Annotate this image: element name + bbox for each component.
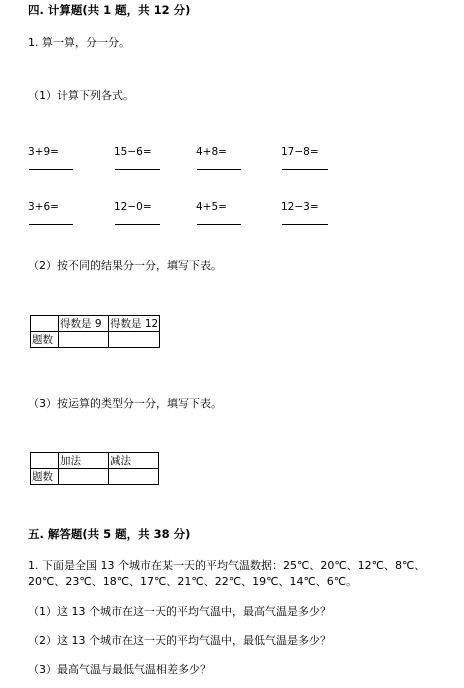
table-cell-input[interactable] — [59, 332, 109, 348]
operation-table — [30, 452, 159, 485]
question-1-line2: 20℃、23℃、18℃、17℃、21℃、22℃、19℃、14℃、6℃。 — [28, 575, 358, 588]
question-1-line1: 1. 下面是全国 13 个城市在某一天的平均气温数据：25℃、20℃、12℃、8℃、 — [28, 559, 426, 572]
calc-item — [114, 201, 160, 228]
table-cell-input[interactable] — [109, 469, 159, 485]
answer-blank[interactable] — [197, 213, 241, 225]
result-table — [30, 315, 160, 348]
row-label: 题数 — [31, 332, 59, 348]
expression: 3+6= — [28, 201, 59, 213]
expression: 15−6= — [114, 146, 152, 158]
table-header: 加法 — [59, 453, 109, 469]
calc-item — [281, 201, 328, 228]
table-header: 减法 — [109, 453, 159, 469]
calc-item — [28, 201, 73, 228]
table-cell — [31, 316, 59, 332]
calc-item — [281, 146, 328, 173]
expression: 17−8= — [281, 146, 319, 158]
subquestion-2: （2）这 13 个城市在这一天的平均气温中，最低气温是多少？ — [28, 634, 331, 647]
expression: 4+5= — [196, 201, 227, 213]
table-row — [31, 469, 159, 485]
table-cell — [31, 453, 59, 469]
section4-title: 四. 计算题(共 1 题，共 12 分) — [28, 3, 191, 17]
table-header-row — [31, 316, 160, 332]
calc-item — [28, 146, 73, 173]
calc-item — [114, 146, 160, 173]
expression: 12−3= — [281, 201, 319, 213]
expression: 12−0= — [114, 201, 152, 213]
answer-blank[interactable] — [29, 158, 73, 170]
table-header: 得数是 9 — [59, 316, 109, 332]
part3-instruction: （3）按运算的类型分一分，填写下表。 — [28, 397, 222, 410]
answer-blank[interactable] — [115, 158, 160, 170]
table-cell-input[interactable] — [109, 332, 160, 348]
part1-instruction: （1）计算下列各式。 — [28, 89, 134, 102]
answer-blank[interactable] — [282, 158, 328, 170]
question-1: 1. 算一算，分一分。 — [28, 36, 130, 49]
subquestion-1: （1）这 13 个城市在这一天的平均气温中，最高气温是多少？ — [28, 605, 331, 618]
answer-blank[interactable] — [197, 158, 241, 170]
expression: 3+9= — [28, 146, 59, 158]
table-cell-input[interactable] — [59, 469, 109, 485]
calc-item — [196, 146, 241, 173]
expression: 4+8= — [196, 146, 227, 158]
calc-item — [196, 201, 241, 228]
row-label: 题数 — [31, 469, 59, 485]
section5-title: 五. 解答题(共 5 题，共 38 分) — [28, 527, 191, 541]
answer-blank[interactable] — [115, 213, 160, 225]
answer-blank[interactable] — [282, 213, 328, 225]
table-header: 得数是 12 — [110, 317, 159, 330]
table-row — [31, 332, 160, 348]
part2-instruction: （2）按不同的结果分一分，填写下表。 — [28, 259, 222, 272]
subquestion-3: （3）最高气温与最低气温相差多少？ — [28, 663, 211, 676]
table-header-row — [31, 453, 159, 469]
answer-blank[interactable] — [29, 213, 73, 225]
